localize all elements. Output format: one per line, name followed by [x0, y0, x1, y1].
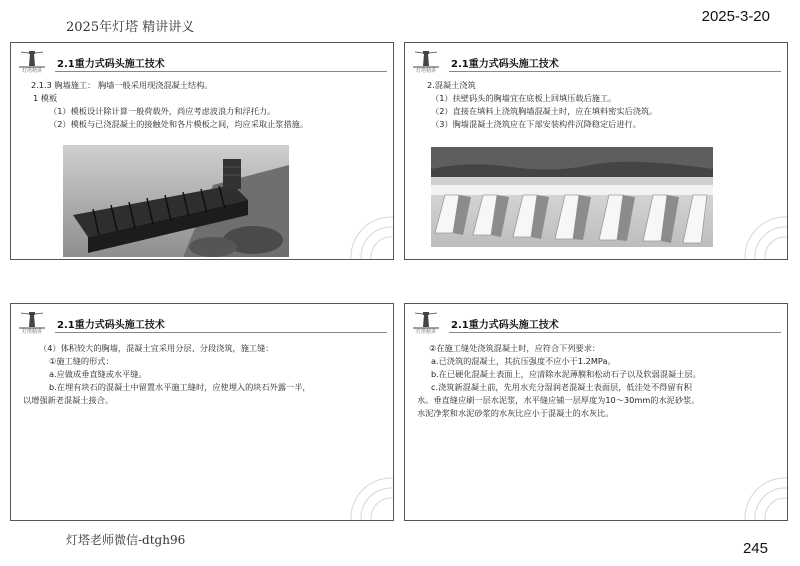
slide-title: 2.1重力式码头施工技术 [57, 320, 165, 331]
dam-photo [431, 147, 713, 247]
slide-3 [10, 303, 394, 521]
text-line: b.在已硬化混凝土表面上，应清除水泥薄膜和松动石子以及软弱混凝土层。 [431, 369, 701, 379]
lighthouse-icon [17, 309, 47, 329]
slide-body [417, 342, 779, 420]
corner-decoration [725, 197, 788, 260]
corner-decoration [725, 458, 788, 521]
text-line: 水泥净浆和水泥砂浆的水灰比应小于混凝土的水灰比。 [417, 408, 614, 418]
text-line: （4）体积较大的胸墙，混凝土宜采用分层、分段浇筑，施工缝： [39, 343, 274, 353]
title-rule [55, 332, 387, 333]
text-line: b.在埋有块石的混凝土中留置水平施工缝时，应使埋入的块石外露一半， [49, 382, 311, 392]
text-line: 1 模板 [33, 93, 58, 103]
lighthouse-icon [411, 48, 441, 68]
text-line: a.应做成垂直缝或水平缝。 [49, 369, 147, 379]
logo-text: 灯塔精讲 [21, 68, 42, 74]
corner-decoration [331, 197, 394, 260]
text-line: 2.1.3 胸墙施工： 胸墙一般采用现浇混凝土结构。 [31, 80, 213, 90]
text-line: 水。垂直缝应刷一层水泥浆，水平缝应铺一层厚度为10～30mm的水泥砂浆。 [417, 395, 700, 405]
slide-title: 2.1重力式码头施工技术 [57, 59, 165, 70]
lighthouse-icon [411, 309, 441, 329]
logo-text: 灯塔精讲 [415, 68, 436, 74]
logo-text: 灯塔精讲 [415, 329, 436, 335]
slide-body [23, 342, 385, 407]
slide-2 [404, 42, 788, 260]
slide-body [23, 79, 385, 131]
text-line: （3）胸墙混凝土浇筑应在下部安装构件沉降稳定后进行。 [431, 119, 641, 129]
text-line: 以增强新老混凝土接合。 [23, 395, 114, 405]
text-line: （1）扶壁码头的胸墙宜在底板上回填压载后施工。 [431, 93, 617, 103]
title-rule [449, 71, 781, 72]
logo [411, 309, 441, 337]
lighthouse-icon [17, 48, 47, 68]
text-line: 2.混凝土浇筑 [427, 80, 476, 90]
text-line: （1）模板设计除计算一般荷载外，尚应考虑波浪力和浮托力。 [49, 106, 276, 116]
logo [17, 48, 47, 76]
text-line: ②在施工缝处浇筑混凝土时，应符合下列要求： [429, 343, 601, 353]
slide-title: 2.1重力式码头施工技术 [451, 320, 559, 331]
page-number: 245 [742, 540, 768, 557]
text-line: （2）直接在填料上浇筑胸墙混凝土时，应在填料密实后浇筑。 [431, 106, 658, 116]
header-date: 2025-3-20 [701, 8, 770, 25]
logo [17, 309, 47, 337]
text-line: ①施工缝的形式： [49, 356, 114, 366]
slide-title: 2.1重力式码头施工技术 [451, 59, 559, 70]
logo-text: 灯塔精讲 [21, 329, 42, 335]
slide-1 [10, 42, 394, 260]
title-rule [55, 71, 387, 72]
slide-4 [404, 303, 788, 521]
logo [411, 48, 441, 76]
slide-body [417, 79, 779, 131]
text-line: （2）模板与已浇混凝土的接触处和各片模板之间，均应采取止浆措施。 [49, 119, 309, 129]
text-line: c.浇筑新混凝土前，先用水充分湿润老混凝土表面层，低洼处不得留有积 [431, 382, 692, 392]
title-rule [449, 332, 781, 333]
corner-decoration [331, 458, 394, 521]
text-line: a.已浇筑的混凝土，其抗压强度不应小于1.2MPa。 [431, 356, 616, 366]
header-left: 2025年灯塔 精讲讲义 [66, 20, 195, 35]
footer-contact: 灯塔老师微信-dtgh96 [66, 533, 186, 547]
formwork-photo [63, 145, 289, 257]
